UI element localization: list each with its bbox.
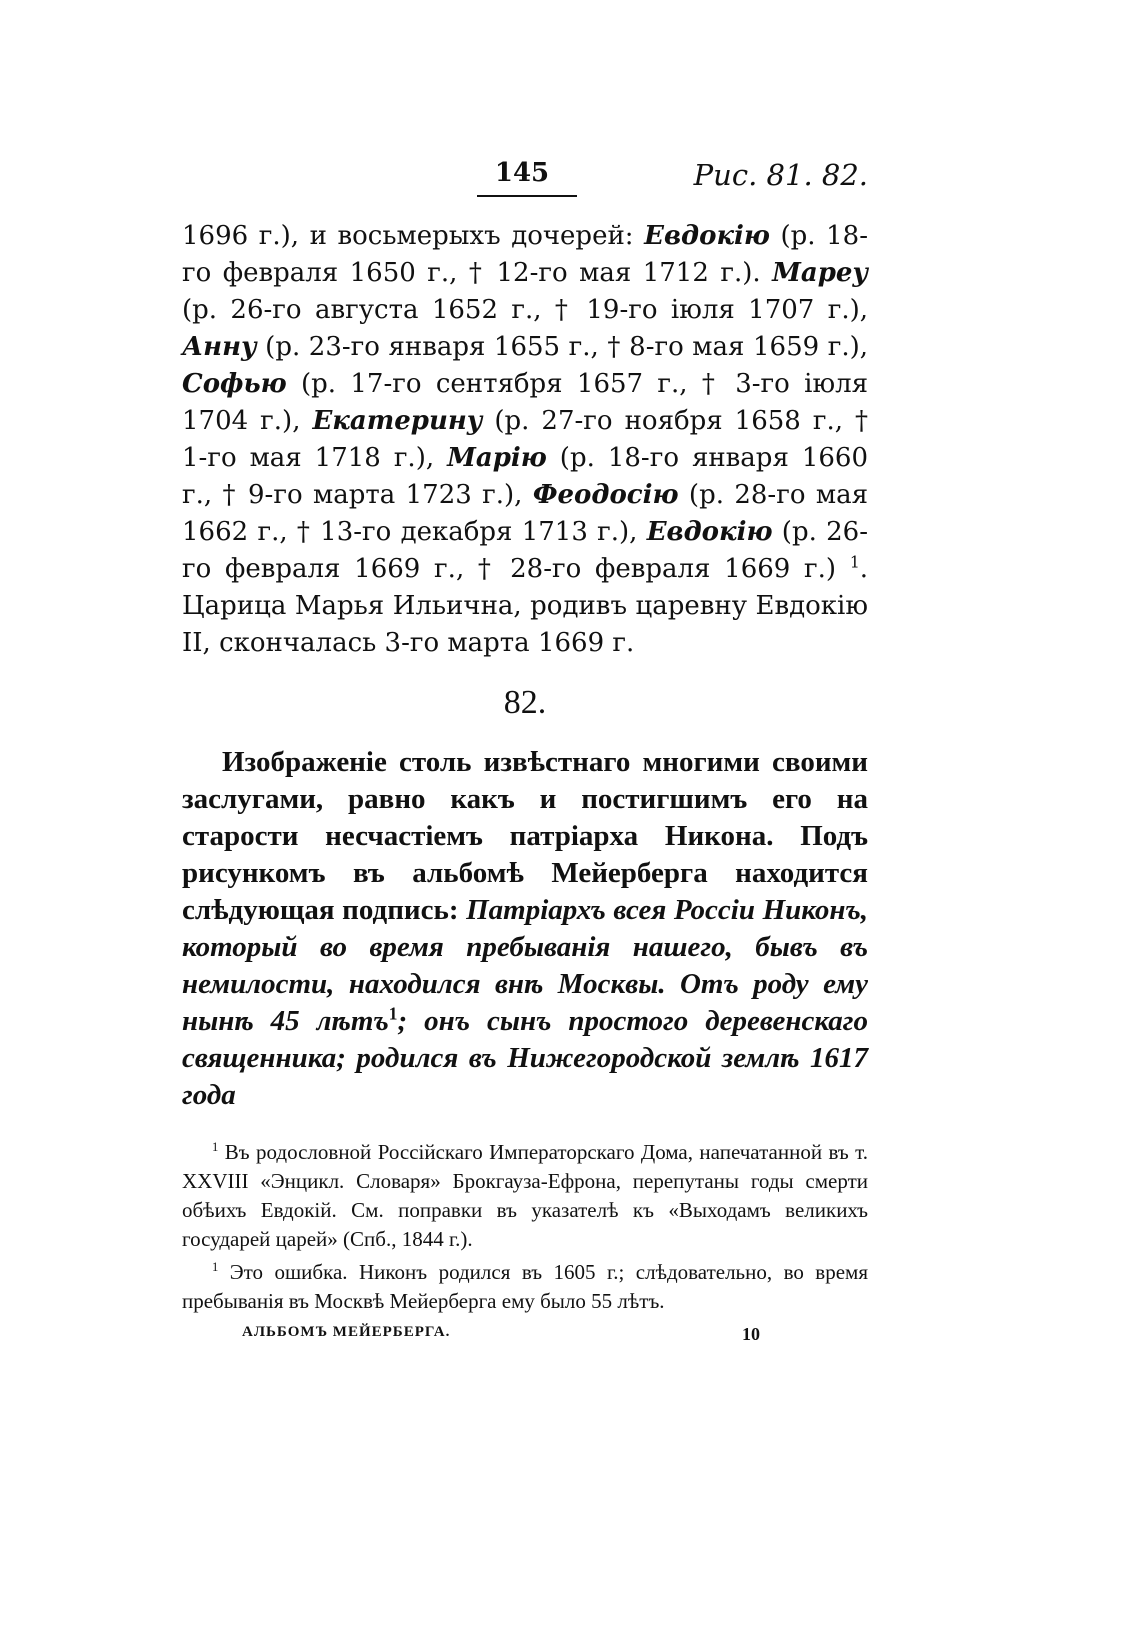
text-run: (р. 27-го ноября 1658 г., † 1-го мая 1718 г.), xyxy=(182,406,868,473)
figure-reference: Рис. 81. 82. xyxy=(693,158,868,192)
name-sofya: Софью xyxy=(182,369,287,399)
text-run: Изображеніе столь извѣстнаго многими своими заслугами, равно какъ и постигшимъ его на старости несчастіемъ патріарха Никона. Подъ рисункомъ въ альбомѣ Мейерберга находится слѣдующая подпись: xyxy=(182,746,868,926)
footnote-mark: 1 xyxy=(212,1140,219,1154)
page-header xyxy=(182,150,868,200)
printer-signature xyxy=(182,1324,868,1348)
text-run: (р. 23-го января 1655 г., † 8-го мая 1659 г.), xyxy=(256,332,868,362)
text-run: (р. 26-го августа 1652 г., † 19-го іюля 1707 г.), xyxy=(182,295,868,325)
footnote-mark: 1 xyxy=(212,1260,219,1274)
footnote xyxy=(182,1258,868,1316)
footnote-mark: 1 xyxy=(388,1003,398,1024)
book-page xyxy=(182,150,868,1348)
page-number: 145 xyxy=(494,158,550,188)
footnote-mark: 1 xyxy=(849,553,860,572)
signature-number: 10 xyxy=(742,1324,760,1344)
inscription-quote: Патріархъ всея Россіи Никонъ, который во время пребыванія нашего, бывъ въ немилости, находился внѣ Москвы. Отъ роду ему нынѣ 45 лѣтъ xyxy=(182,894,869,1037)
text-run: (р. 18-го января 1660 г., † 9-го марта 1723 г.), xyxy=(182,443,868,510)
section-paragraph xyxy=(182,744,868,1114)
name-maria: Марію xyxy=(447,443,547,473)
text-run: . Царица Марья Ильична, родивъ царевну Евдокію II, скончалась 3-го марта 1669 г. xyxy=(182,554,868,658)
name-ekaterina: Екатерину xyxy=(312,406,483,436)
text-run: (р. 18-го февраля 1650 г., † 12-го мая 1712 г.). xyxy=(182,221,868,288)
name-evdokia: Евдокію xyxy=(644,221,770,251)
name-marfa: Мареу xyxy=(772,258,868,288)
inscription-quote: ; онъ сынъ простого деревенскаго священника; родился въ Нижегородской землѣ 1617 года xyxy=(182,1005,868,1111)
text-run: (р. 28-го мая 1662 г., † 13-го декабря 1713 г.), xyxy=(182,480,868,547)
signature-title: АЛЬБОМЪ МЕЙЕРБЕРГА. xyxy=(242,1324,451,1340)
footnote-text: Въ родословной Россійскаго Императорскаго Дома, напечатанной въ т. XXVIII «Энцикл. Словаря» Брокгауза-Ефрона, перепутаны годы смерти обѣихъ Евдокій. См. поправки въ указателѣ къ «Выходамъ великихъ государей царей» (Спб., 1844 г.). xyxy=(182,1140,868,1251)
footnote-text: Это ошибка. Никонъ родился въ 1605 г.; слѣдовательно, во время пребыванія въ Москвѣ Мейерберга ему было 55 лѣтъ. xyxy=(182,1260,868,1313)
continuation-paragraph xyxy=(182,218,868,662)
name-anna: Анну xyxy=(182,332,257,362)
footnote xyxy=(182,1138,868,1254)
text-run: 1696 г.), и восьмерыхъ дочерей: xyxy=(182,221,645,251)
footnotes xyxy=(182,1138,868,1316)
name-feodosia: Феодосію xyxy=(532,480,679,510)
name-evdokia-2: Евдокію xyxy=(646,517,773,547)
text-run: (р. 26-го февраля 1669 г., † 28-го февраля 1669 г.) xyxy=(182,517,869,584)
section-number: 82. xyxy=(503,684,547,721)
text-run: (р. 17-го сентября 1657 г., † 3-го іюля 1704 г.), xyxy=(182,369,868,436)
header-rule xyxy=(477,195,577,197)
